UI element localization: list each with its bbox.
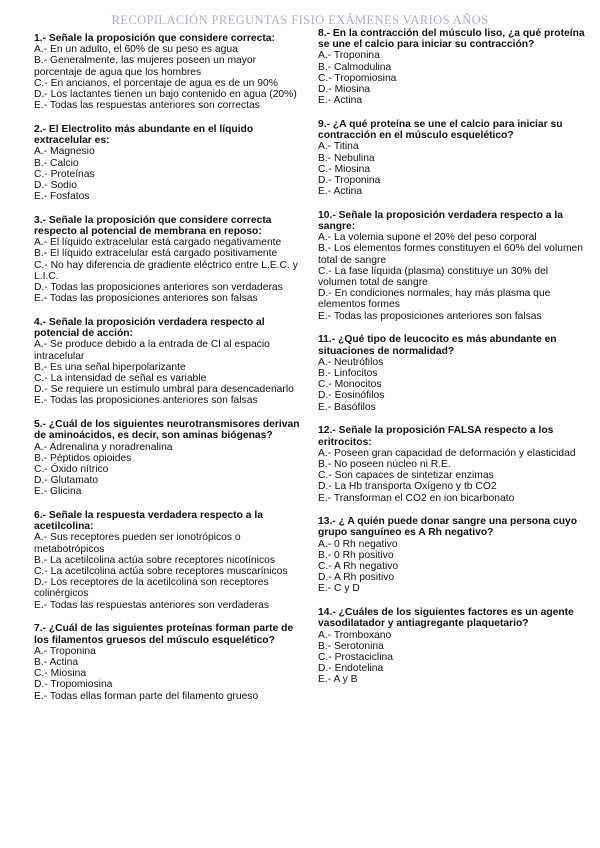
answer-option: B.- Péptidos opioides: [34, 452, 132, 464]
question-text: 12.- Señale la proposición FALSA respecto a los eritrocitos:: [318, 425, 554, 448]
question-14: [318, 607, 586, 685]
answer-option: A.- Titina: [318, 141, 359, 153]
answer-option: D.- A Rh positivo: [318, 572, 395, 584]
answer-option: E.- C y D: [318, 583, 360, 595]
answer-option: D.- La Hb transporta Oxígeno y tb CO2: [318, 481, 497, 493]
answer-options: [34, 146, 302, 202]
answer-option: C.- Son capaces de sintetizar enzimas: [318, 470, 494, 482]
answer-option: A.- Troponina: [318, 50, 380, 62]
answer-option: D.- Todas las proposiciones anteriores son verdaderas: [34, 282, 283, 294]
answer-option: B.- Es una señal hiperpolarizante: [34, 361, 186, 373]
answer-option: E.- Todas las proposiciones anteriores son falsas: [34, 293, 258, 305]
answer-option: C.- La acetilcolina actúa sobre receptores muscarínicos: [34, 566, 288, 578]
answer-option: D.- Los receptores de la acetilcolina son receptores colinérgicos: [34, 577, 269, 600]
answer-options: [318, 141, 586, 197]
answer-option: A.- Troponina: [34, 645, 96, 657]
answer-options: [318, 50, 586, 106]
answer-option: C.- Tropomiosina: [318, 72, 397, 84]
answer-option: D.- En condiciones normales, hay más plasma que elementos formes: [318, 288, 551, 311]
question-text: 9.- ¿A qué proteína se une el calcio para iniciar su contracción en el músculo esquelético?: [318, 118, 563, 142]
question-text: 11.- ¿Qué tipo de leucocito es más abundante en situaciones de normalidad?: [318, 334, 557, 357]
question-text: 8.- En la contracción del músculo liso, ¿a qué proteína se une el calcio para iniciar su contracción?: [318, 28, 585, 51]
question-5: [34, 419, 302, 497]
question-text: 4.- Señale la proposición verdadera respecto al potencial de acción:: [34, 316, 265, 340]
question-13: [318, 516, 586, 594]
answer-option: B.- Los elementos formes constituyen el 60% del volumen total de sangre: [318, 243, 583, 266]
answer-option: D.- Sodio: [34, 179, 77, 191]
answer-option: C.- Proteínas: [34, 168, 95, 180]
answer-option: A.- Se produce debido a la entrada de Cl al espacio intracelular: [34, 339, 270, 362]
answer-option: C.- A Rh negativo: [318, 561, 399, 573]
question-8: [318, 28, 586, 106]
answer-option: A.- Neutrófilos: [318, 356, 384, 368]
answer-option: C.- En ancianos, el porcentaje de agua es de un 90%: [34, 77, 278, 89]
answer-options: [34, 237, 302, 304]
answer-option: C.- La fase líquida (plasma) constituye un 30% del volumen total de sangre: [318, 265, 549, 289]
answer-option: D.- Glutamato: [34, 475, 99, 487]
answer-option: E.- Basófilos: [318, 401, 376, 413]
answer-options: [34, 339, 302, 406]
answer-option: E.- A y B: [318, 674, 358, 686]
answer-option: A.- 0 Rh negativo: [318, 538, 398, 550]
answer-option: B.- Calcio: [34, 157, 79, 169]
answer-option: C.- Miosina: [34, 668, 87, 680]
answer-option: C.- Óxido nítrico: [34, 463, 109, 475]
question-text: 7.- ¿Cuál de las siguientes proteínas forman parte de los filamentos gruesos del músculo esquelético?: [34, 623, 294, 646]
answer-option: D.- Troponina: [318, 174, 381, 186]
answer-option: E.- Todas las proposiciones anteriores son falsas: [34, 395, 258, 407]
question-text: 10.- Señale la proposición verdadera respecto a la sangre:: [318, 209, 563, 233]
answer-option: E.- Todas ellas forman parte del filamento grueso: [34, 690, 259, 702]
answer-option: A.- El líquido extracelular está cargado negativamente: [34, 237, 282, 249]
answer-option: C.- Miosina: [318, 163, 371, 175]
question-text: 5.- ¿Cuál de los siguientes neurotransmisores derivan de aminoácidos, es decir, son aminas biógenas?: [34, 419, 300, 442]
answer-option: E.- Transforman el CO2 en ion bicarbonato: [318, 492, 515, 504]
answer-option: E.- Actina: [318, 186, 363, 198]
question-10: [318, 210, 586, 322]
answer-option: B.- Generalmente, las mujeres poseen un mayor porcentaje de agua que los hombres: [34, 55, 257, 78]
question-text: 2.- El Electrolito más abundante en el líquido extracelular es:: [34, 123, 254, 147]
question-text: 14.- ¿Cuáles de los siguientes factores es un agente vasodilatador y antiagregante plaquetario?: [318, 607, 574, 630]
answer-options: [34, 442, 302, 498]
answer-option: B.- Serotonina: [318, 640, 384, 652]
question-4: [34, 317, 302, 407]
answer-option: A.- Adrenalina y noradrenalina: [34, 441, 173, 453]
answer-option: D.- Se requiere un estímulo umbral para desencadenarlo: [34, 384, 294, 396]
question-text: 13.- ¿ A quién puede donar sangre una persona cuyo grupo sanguíneo es A Rh negativo?: [318, 516, 577, 539]
answer-option: E.- Glicina: [34, 486, 82, 498]
answer-options: [34, 646, 302, 702]
answer-option: C.- La intensidad de señal es variable: [34, 372, 207, 384]
question-11: [318, 334, 586, 412]
question-3: [34, 215, 302, 305]
answer-option: A.- Sus receptores pueden ser ionotrópicos o metabotrópicos: [34, 532, 241, 555]
answer-option: C.- Monocitos: [318, 379, 382, 391]
right-column: [318, 28, 586, 698]
answer-options: [34, 44, 302, 111]
answer-option: C.- No hay diferencia de gradiente eléctrico entre L.E.C. y L.I.C.: [34, 259, 298, 282]
question-9: [318, 119, 586, 197]
answer-option: B.- Linfocitos: [318, 367, 378, 379]
question-text: 1.- Señale la proposición que considere correcta:: [34, 33, 275, 44]
question-12: [318, 425, 586, 503]
answer-option: B.- Calmodulina: [318, 61, 392, 73]
page-title: RECOPILACIÓN PREGUNTAS FISIO EXÁMENES VARIOS AÑOS: [111, 13, 489, 27]
answer-option: A.- La volemia supone el 20% del peso corporal: [318, 232, 537, 244]
answer-option: E.- Todas las respuestas anteriores son verdaderas: [34, 599, 270, 611]
answer-option: B.- La acetilcolina actúa sobre receptores nicotínicos: [34, 554, 275, 566]
answer-option: D.- Eosinófilos: [318, 390, 385, 402]
answer-option: A.- Tromboxano: [318, 629, 392, 641]
answer-options: [318, 357, 586, 413]
answer-option: E.- Todas las proposiciones anteriores son falsas: [318, 310, 542, 322]
question-2: [34, 124, 302, 202]
answer-option: E.- Todas las respuestas anteriores son correctas: [34, 100, 260, 112]
answer-options: [34, 532, 302, 610]
answer-option: B.- Actina: [34, 656, 79, 668]
answer-options: [318, 539, 586, 595]
answer-option: B.- Nebulina: [318, 152, 375, 164]
question-1: [34, 33, 302, 111]
answer-options: [318, 232, 586, 322]
answer-option: E.- Actina: [318, 95, 363, 107]
left-column: [34, 33, 302, 714]
question-text: 6.- Señale la respuesta verdadera respecto a la acetilcolina:: [34, 510, 263, 533]
answer-options: [318, 630, 586, 686]
answer-option: B.- El líquido extracelular está cargado positivamente: [34, 248, 278, 260]
answer-options: [318, 448, 586, 504]
answer-option: D.- Tropomiosina: [34, 679, 113, 691]
answer-option: B.- No poseen núcleo ni R.E.: [318, 458, 451, 470]
question-6: [34, 510, 302, 611]
answer-option: E.- Fosfatos: [34, 191, 90, 203]
answer-option: A.- Poseen gran capacidad de deformación y elasticidad: [318, 447, 576, 459]
answer-option: B.- 0 Rh positivo: [318, 549, 394, 561]
answer-option: A.- En un adulto, el 60% de su peso es agua: [34, 44, 238, 56]
answer-option: D.- Miosina: [318, 84, 371, 96]
answer-option: A.- Magnesio: [34, 146, 95, 158]
question-7: [34, 623, 302, 701]
answer-option: D.- Endotelina: [318, 663, 384, 675]
question-text: 3.- Señale la proposición que considere correcta respecto al potencial de membrana en reposo:: [34, 214, 272, 238]
answer-option: C.- Prostaciclina: [318, 651, 393, 663]
answer-option: D.- Los lactantes tienen un bajo contenido en agua (20%): [34, 89, 297, 101]
